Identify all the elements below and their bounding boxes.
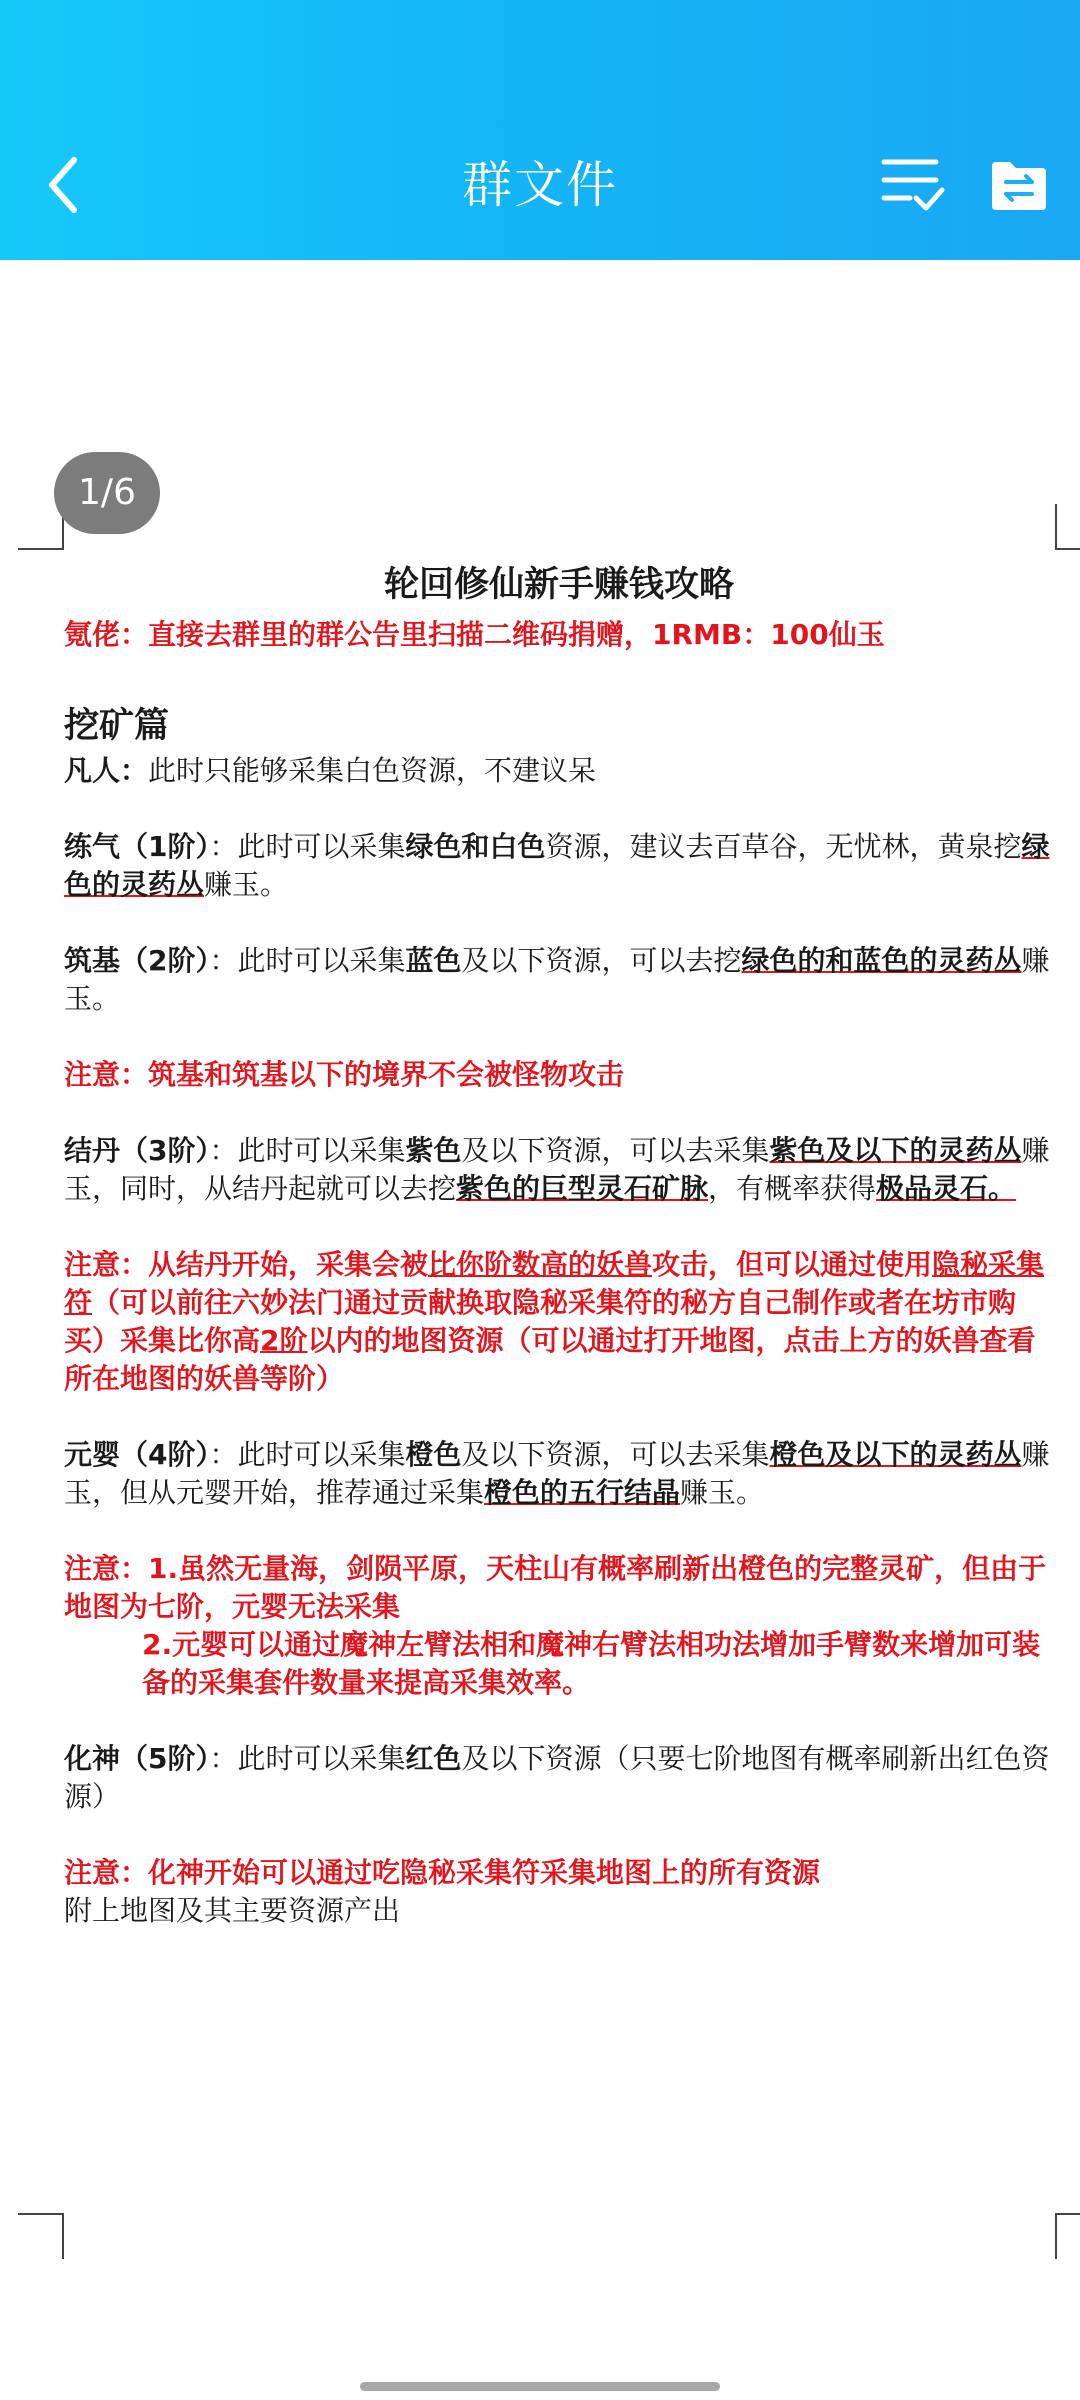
paragraph-fanren: 凡人：此时只能够采集白色资源，不建议呆 <box>64 754 597 787</box>
crop-mark-top-left <box>18 504 64 550</box>
paragraph-huashen: 化神（5阶）：此时可以采集红色及以下资源（只要七阶地图有概率刷新出红色资源） <box>64 1742 1050 1813</box>
document-page[interactable] <box>64 560 1054 1930</box>
section-title-mining: 挖矿篇 <box>64 706 170 746</box>
folder-transfer-icon <box>990 158 1048 212</box>
page-indicator: 1/6 <box>54 452 160 534</box>
home-indicator[interactable] <box>360 2382 720 2391</box>
note-huashen: 注意：化神开始可以通过吃隐秘采集符采集地图上的所有资源 <box>64 1856 821 1889</box>
folder-transfer-button[interactable] <box>990 158 1048 212</box>
paragraph-zhuji: 筑基（2阶）：此时可以采集蓝色及以下资源，可以去挖绿色的和蓝色的灵药丛赚玉。 <box>64 944 1050 1015</box>
map-resources-line: 附上地图及其主要资源产出 <box>64 1894 401 1927</box>
crop-mark-bottom-left <box>18 2213 64 2259</box>
paragraph-lianqi: 练气（1阶）：此时可以采集绿色和白色资源，建议去百草谷，无忧林，黄泉挖绿色的灵药丛赚玉。 <box>64 830 1050 901</box>
note-yuanying-1: 注意：1.虽然无量海，剑陨平原，天柱山有概率刷新出橙色的完整灵矿，但由于地图为七阶，元婴无法采集 <box>64 1552 1047 1623</box>
multi-select-button[interactable] <box>880 152 946 218</box>
donate-note: 氪佬：直接去群里的群公告里扫描二维码捐赠，1RMB：100仙玉 <box>64 618 885 651</box>
crop-mark-top-right <box>1055 504 1080 550</box>
app-header <box>0 0 1080 260</box>
paragraph-yuanying: 元婴（4阶）：此时可以采集橙色及以下资源，可以去采集橙色及以下的灵药丛赚玉，但从元婴开始，推荐通过采集橙色的五行结晶赚玉。 <box>64 1438 1050 1509</box>
doc-title: 轮回修仙新手赚钱攻略 <box>383 565 734 605</box>
multi-select-list-icon <box>880 152 946 218</box>
page-title: 群文件 <box>462 156 618 214</box>
note-jiedan: 注意：从结丹开始，采集会被比你阶数高的妖兽攻击，但可以通过使用隐秘采集符（可以前往六妙法门通过贡献换取隐秘采集符的秘方自己制作或者在坊市购买）采集比你高2阶以内的地图资源（可以通过打开地图，点击上方的妖兽查看所在地图的妖兽等阶） <box>64 1248 1045 1395</box>
paragraph-jiedan: 结丹（3阶）：此时可以采集紫色及以下资源，可以去采集紫色及以下的灵药丛赚玉，同时，从结丹起就可以去挖紫色的巨型灵石矿脉，有概率获得极品灵石。 <box>64 1134 1050 1205</box>
crop-mark-bottom-right <box>1055 2213 1080 2259</box>
note-yuanying-2: 2.元婴可以通过魔神左臂法相和魔神右臂法相功法增加手臂数来增加可装备的采集套件数量来提高采集效率。 <box>142 1628 1041 1699</box>
note-zhuji: 注意：筑基和筑基以下的境界不会被怪物攻击 <box>64 1058 625 1091</box>
